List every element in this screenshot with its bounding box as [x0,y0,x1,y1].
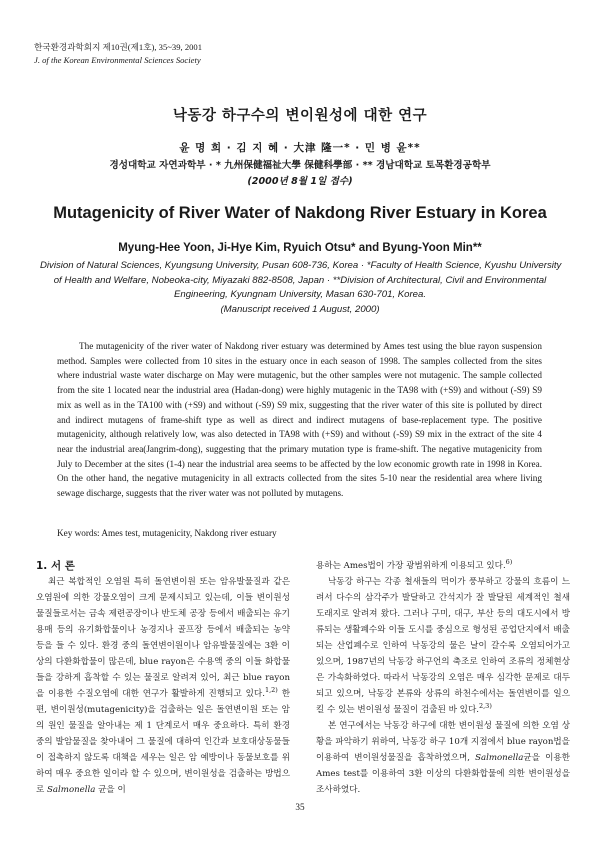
intro-text: 본 연구에서는 낙동강 하구에 대한 변이원성 물질에 의한 오염 상황을 파악하기 위하여, 낙동강 하구 10개 지점에서 blue rayon법을 이용하여 변이원성물질을 흡착하였으며, [316,721,570,763]
abstract: The mutagenicity of the river water of Nakdong river estuary was determined by Ames test using the blue rayon suspension method. Samples were collected from 10 sites in the estuary once in each season of 1998. The samples collected from the sites where industrial waste water discharge on May were mutagenic, but the other samples were not mutagenic. The sample collected from the site 1 located near the industrial area (Hadan-dong) were highly mutagenic in the TA98 with (+S9) and without (-S9) S9 mix as well as in the TA100 with (+S9) and without (-S9) S9 mix, suggesting that the river water of this site is polluted by direct and indirect mutagens of frame-shift type as well as direct and indirect mutagens of base-replacement type. The positive mutagenicity, although relatively low, was also detected in TA98 with (+S9) and without (-S9) S9 mix in the extract of the site 4 near the industrial area(Jangrim-dong), suggesting that the primary mutation type is frame-shift. The negative mutagenicity from July to December at the sites (1-4) near the industrial area seems to be affected by the low economic growth rate in 1998 in Korea. On the other hand, the negative mutagenicity in all extracts collected from the sites 5-10 near the residential area where living sewage discharge, suggests that the river water was not polluted by mutagens. [57,341,542,499]
journal-header [34,41,202,67]
journal-name-kr: 한국환경과학회지 제10권(제1호), 35~39, 2001 [34,42,202,52]
affiliation-line: Engineering, Kyungnam University, Masan 630-701, Korea. [173,289,427,300]
citation: 1,2) [264,686,278,695]
section-title-introduction: 1. 서 론 [36,560,75,572]
left-column [36,558,290,798]
right-column [316,558,570,798]
intro-text: 용하는 Ames법이 가장 광범위하게 이용되고 있다. [316,561,506,571]
intro-text: 균을 이용한 Ames test를 이용하여 3환 이상의 다환화합물에 의한 변이원성을 조사하였다. [316,753,570,795]
italic-term: Salmonella [475,753,524,763]
affiliations-korean: 경성대학교 자연과학부 · * 九州保健福祉大學 保健科學部 · ** 경남대학교 토목환경공학부 [109,160,491,171]
intro-paragraph [316,574,570,718]
affiliation-line: of Health and Welfare, Nobeoka-city, Miyazaki 882-8508, Japan · **Division of Architectural, Civil and Environmental [53,274,547,286]
authors-english: Myung-Hee Yoon, Ji-Hye Kim, Ryuich Otsu* and Byung-Yoon Min** [118,242,482,254]
journal-name-en: J. of the Korean Environmental Sciences Society [34,55,201,65]
affiliations-english [40,259,560,317]
received-date-korean: (2000년 8월 1일 접수) [247,176,353,187]
citation: 2,3) [478,702,492,711]
italic-term: Salmonella [47,785,96,795]
page-number: 35 [295,802,305,812]
citation: 6) [505,558,513,567]
intro-text: 한편, 변이원성(mutagenicity)을 검출하는 일은 돌연변이원 또는 암의 원인 물질을 알아내는 제 1 단계로서 매우 중요하다. 특히 환경 중의 발암물질을 찾아내어 그 물질에 대하여 인간과 보호대상동물들이 접촉하지 않도록 대책을 세우는 일은 암 예방이나 동물보호를 위하여 매우 중요한 일이라 할 수 있으며, 변이원성을 검출하는 방법으로 [36,689,291,795]
keywords: Key words: Ames test, mutagenicity, Nakdong river estuary [57,528,277,538]
intro-paragraph [316,558,570,574]
intro-text: 낙동강 하구는 각종 철새들의 먹이가 풍부하고 강물의 흐름이 느려서 다수의 삼각주가 발달하고 간석지가 잘 발달된 세계적인 철새도래지로 알려져 왔다. 그러나 구미, 대구, 부산 등의 대도시에서 방류되는 생활폐수와 이들 도시를 중심으로 형성된 공업단지에서 배출되는 산업폐수로 인하여 낙동강의 물은 날이 갈수록 오염되어가고 있으며, 1987년의 낙동강 하구언의 축조로 인하여 조류의 정체현상은 가속화하였다. 따라서 낙동강의 오염은 매우 심각한 문제로 대두되고 있으며, 낙동강 본류와 상류의 하천수에서는 돌연변이를 일으킬 수 있는 변이원성 물질이 검출된 바 있다. [316,577,570,715]
title-korean: 낙동강 하구수의 변이원성에 대한 연구 [172,108,428,124]
intro-paragraph [316,718,570,798]
manuscript-received: (Manuscript received 1 August, 2000) [220,303,380,315]
title-english: Mutagenicity of River Water of Nakdong River Estuary in Korea [53,204,547,222]
intro-text: 최근 복합적인 오염원 특히 돌연변이원 또는 암유발물질과 같은 오염원에 의한 강물오염이 크게 문제시되고 있는데, 이들 변이원성 물질들로서는 금속 제련공장이나 반도체 공장 등에서 배출되는 유기용매 등의 유기화합물이나 농경지나 골프장 등에서 배출되는 농약 등을 들 수 있다. 환경 중의 돌연변이원이나 암유발물질에는 3환 이상의 다환화합물이 많은데, blue rayon은 수용액 중의 이들 화합물들을 강하게 흡착할 수 있는 물질로 알려져 있어, 최근 blue rayon을 이용한 수질오염에 대한 연구가 활발하게 진행되고 있다. [36,577,290,699]
authors-korean: 윤 명 희 · 김 지 혜 · 大津 隆一* · 민 병 윤** [179,142,421,154]
intro-text: 균을 이 [95,785,126,795]
affiliation-line: Division of Natural Sciences, Kyungsung University, Pusan 608-736, Korea · *Faculty of Health Science, Kyushu University [40,260,562,271]
intro-paragraph [36,574,290,798]
